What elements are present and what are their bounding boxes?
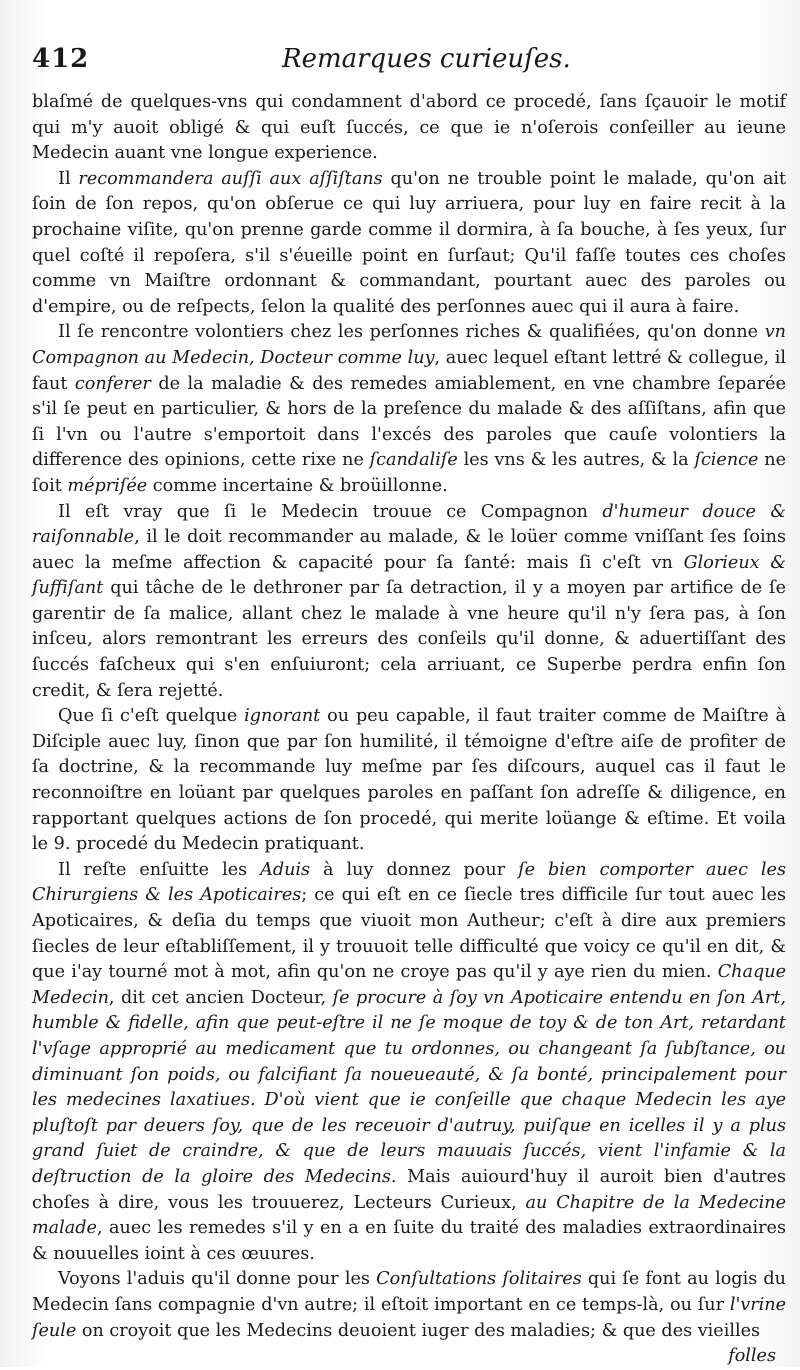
- italic-text: Conſultations ſolitaires: [376, 1269, 582, 1290]
- italic-text: Aduis: [260, 859, 311, 880]
- italic-text: mépriſée: [67, 475, 148, 496]
- italic-text: l'vrine ſeule: [32, 1294, 786, 1341]
- italic-text: conferer: [74, 373, 151, 394]
- italic-text: vn Compagnon au Medecin, Docteur comme luy: [32, 322, 786, 368]
- italic-text: ſcience: [694, 450, 759, 471]
- text-run: Il reſte enſuitte les: [58, 859, 261, 880]
- text-run: de la maladie & des remedes amiablement, en vne chambre ſeparée s'il ſe peut en particulier, & hors de la preſence du malade & des aſſiſtans, afin que ſi l'vn ou l'autre s'emportoit dans l'excés des paroles que cauſe volontiers la difference des opinions, cette rixe ne: [32, 373, 786, 471]
- text-run: , dit cet ancien Docteur,: [108, 987, 333, 1008]
- text-run: , auec les remedes s'il y en a en ſuite du traité des maladies extraordinaires & nouuelles ioint à ces œuures.: [32, 1218, 786, 1264]
- paragraph: [32, 167, 786, 321]
- paragraph: [32, 704, 786, 858]
- catchword: folles: [728, 1346, 776, 1367]
- paragraph: [32, 858, 786, 1268]
- italic-text: ſe bien comporter auec les Chirurgiens & les Apoticaires: [32, 859, 786, 906]
- text-run: ou peu capable, il faut traiter comme de Maiſtre à Diſciple auec luy, ſinon que par ſon humilité, il témoigne d'eſtre aiſe de profiter de ſa doctrine, & la recommande luy meſme par ſes diſcours, auquel cas il faut le reconnoiſtre en loüant par quelques paroles en paſſant ſon adreſſe & diligence, en rapportant quelques actions de ſon procedé, qui merite loüange & eſtime. Et voila le 9. procedé du Medecin pratiquant.: [32, 706, 786, 855]
- text-run: ; ce qui eſt en ce ſiecle tres difficile ſur tout auec les Apoticaires, & deſia du temps que viuoit mon Autheur; c'eſt à dire aux premiers ſiecles de leur eſtabliſſement, il y trouuoit telle difficulté que voicy ce qu'il en dit, & que i'ay tourné mot à mot, afin qu'on ne croye pas qu'il y aye rien du mien.: [32, 885, 786, 983]
- italic-text: recommandera auſſi aux aſſiſtans: [78, 168, 383, 189]
- text-run: qui ſe font au logis du Medecin ſans compagnie d'vn autre; il eſtoit important en ce temps-là, ou ſur: [32, 1269, 786, 1315]
- text-run: blaſmé de quelques-vns qui condamnent d'abord ce procedé, ſans ſçauoir le motif qui m'y auoit obligé & qui euſt ſuccés, ce que ie n'oſerois conſeiller au ieune Medecin auant vne longue experience.: [32, 92, 786, 164]
- text-run: à luy donnez pour: [310, 859, 519, 880]
- text-run: Il eſt vray que ſi le Medecin trouue ce Compagnon: [58, 501, 603, 522]
- italic-text: Glorieux & ſuffiſant: [32, 552, 786, 599]
- text-run: Il ſe rencontre volontiers chez les perſonnes riches & qualifiées, qu'on donne: [58, 322, 765, 343]
- paragraph: [32, 1267, 786, 1344]
- italic-text: Chaque Medecin: [32, 962, 786, 1008]
- text-run: , il le doit recommander au malade, & le loüer comme vniſſant ſes ſoins auec la meſme affection & capacité pour ſa ſanté: mais ſi c'eſt vn: [32, 527, 786, 573]
- text-run: Il: [58, 168, 79, 189]
- text-run: on croyoit que les Medecins deuoient iuger des maladies; & que des vieilles: [76, 1320, 761, 1341]
- text-run: ne ſoit: [32, 450, 786, 496]
- text-run: qu'on ne trouble point le malade, qu'on ait ſoin de ſon repos, qu'on obſerue ce qui luy arriuera, pour luy en faire recit à la prochaine viſite, qu'on prenne garde comme il dormira, à ſa bouche, à ſes yeux, ſur quel coſté il repoſera, s'il s'éueille point en ſurſaut; Qu'il faſſe toutes ces choſes comme vn Maiſtre ordonnant & commandant, pourtant auec des paroles ou d'empire, ou de reſpects, ſelon la qualité des perſonnes auec qui il aura à faire.: [32, 168, 787, 317]
- text-run: les vns & les autres, & la: [457, 450, 695, 471]
- italic-text: au Chapitre de la Medecine malade: [32, 1192, 786, 1239]
- running-head: [32, 44, 786, 90]
- text-run: Que ſi c'eſt quelque: [58, 706, 245, 727]
- italic-text: ſe procure à ſoy vn Apoticaire entendu en ſon Art, humble & fidelle, afin que peut-eſtre il ne ſe moque de toy & de ton Art, retardant l'vſage approprié au medicament que tu ordonnes, ou changeant ſa ſubſtance, ou diminuant ſon poids, ou falcifiant ſa noueueauté, & ſa bonté, principalement pour les medecines laxatiues. D'où vient que ie conſeille que chaque Medecin les aye pluſtoſt par deuers ſoy, que de les receuoir d'autruy, puiſque en icelles il y a plus grand ſuiet de craindre, & que de leurs mauuais ſuccés, vient l'infamie & la deſtruction de la gloire des Medecins.: [32, 987, 786, 1187]
- page-number: 412: [32, 44, 90, 74]
- text-run: Voyons l'aduis qu'il donne pour les: [58, 1269, 377, 1290]
- text-run: Mais auiourd'huy il auroit bien d'autres choſes à dire, vous les trouuerez, Lecteurs Curieux,: [32, 1166, 786, 1213]
- text-run: qui tâche de le dethroner par ſa detraction, il y a moyen par artifice de ſe garentir de ſa malice, allant chez le malade à vne heure qu'il n'y ſera pas, à ſon inſceu, alors remontrant les erreurs des conſeils qu'il donne, & aduertiſſant des ſuccés faſcheux qui s'en enſuiuront; cela arriuant, ce Superbe perdra enfin ſon credit, & ſera rejetté.: [32, 578, 786, 701]
- italic-text: d'humeur douce & raiſonnable: [32, 501, 786, 548]
- body-text: [32, 90, 786, 1344]
- text-run: , auec lequel eſtant lettré & collegue, il faut: [32, 347, 786, 394]
- italic-text: ignorant: [244, 706, 321, 727]
- italic-text: ſcandaliſe: [369, 450, 458, 471]
- text-run: comme incertaine & broüillonne.: [147, 475, 448, 496]
- paragraph: [32, 90, 786, 167]
- paragraph: [32, 500, 786, 705]
- paragraph: [32, 320, 786, 499]
- running-title: Remarques curieuſes.: [282, 44, 571, 74]
